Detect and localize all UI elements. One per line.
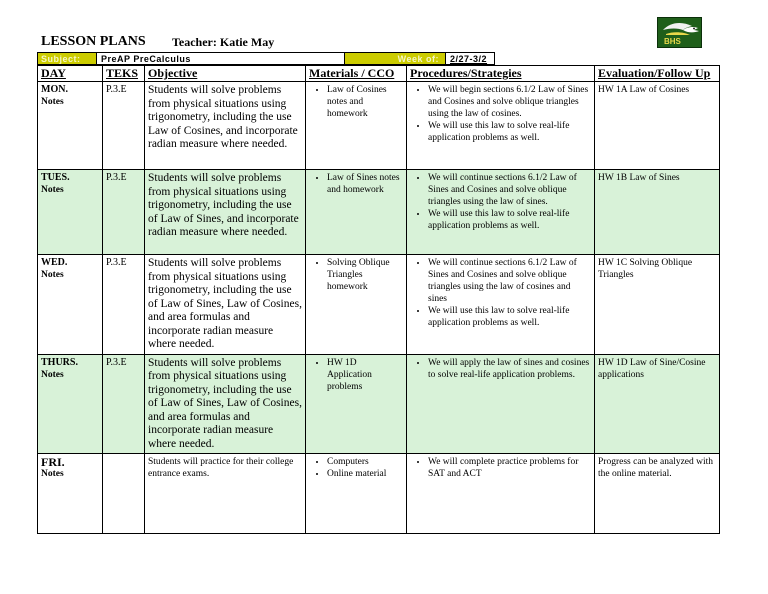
column-header-materials: Materials / CCO [306,66,407,82]
objective-cell: Students will solve problems from physical situations using trigonometry, including the use Law of Cosines, and incorporate radian measure where needed. [145,82,306,170]
teks-cell: P.3.E [103,82,145,170]
list-item: • We will apply the law of sines and cosines to solve real-life application problems. [428,357,591,381]
day-label: THURS. [41,356,78,368]
list-item: • We will use this law to solve real-life application problems as well. [428,120,591,144]
procedures-list [410,456,591,480]
procedures-list [410,357,591,381]
notes-label: Notes [41,185,64,195]
list-item: • We will use this law to solve real-life application problems as well. [428,305,591,329]
list-item: • Computers [327,456,403,468]
teks-cell: P.3.E [103,255,145,355]
school-logo [657,17,702,48]
list-item: • Online material [327,468,403,480]
procedures-list [410,257,591,329]
column-header-day: DAY [38,66,103,82]
lesson-plan-table [37,65,720,534]
list-item: • Solving Oblique Triangles homework [327,257,403,293]
week-label: Week of: [345,52,446,65]
materials-list [309,84,403,120]
day-label: WED. [41,257,68,268]
teks-cell [103,454,145,534]
subject-label: Subject: [37,52,97,65]
table-row [38,354,720,454]
materials-list [309,456,403,480]
day-label: TUES. [41,172,70,183]
objective-cell: Students will solve problems from physical situations using trigonometry, including the use of Law of Sines, Law of Cosines, and area formulas and incorporate radian measure where needed. [145,354,306,454]
notes-label: Notes [41,469,64,479]
materials-list [309,257,403,293]
objective-cell: Students will solve problems from physical situations using trigonometry, including the use of Law of Sines, Law of Cosines, and area formulas and incorporate radian measure where needed. [145,255,306,355]
week-value: 2/27-3/2 [446,52,495,65]
day-label: MON. [41,84,68,95]
day-label: FRI. [41,455,65,469]
list-item: • We will continue sections 6.1/2 Law of Sines and Cosines and solve oblique triangles using the law of sines. [428,172,591,208]
materials-list [309,172,403,196]
subject-value: PreAP PreCalculus [97,52,345,65]
objective-cell: Students will practice for their college entrance exams. [145,454,306,534]
teacher-name: Teacher: Katie May [172,35,275,49]
notes-label: Notes [41,369,64,380]
list-item: • We will use this law to solve real-life application problems as well. [428,208,591,232]
header-row [38,66,720,82]
teks-cell: P.3.E [103,170,145,255]
list-item: • HW 1D Application problems [327,357,403,393]
table-row [38,82,720,170]
procedures-list [410,172,591,232]
list-item: • We will continue sections 6.1/2 Law of Sines and Cosines and solve oblique triangles using the law of cosines and sines [428,257,591,305]
evaluation-cell: HW 1B Law of Sines [595,170,720,255]
page-title: LESSON PLANS [41,34,146,49]
subject-week-row [37,52,719,65]
evaluation-cell: HW 1A Law of Cosines [595,82,720,170]
list-item: • Law of Cosines notes and homework [327,84,403,120]
list-item: • We will begin sections 6.1/2 Law of Sines and Cosines and solve oblique triangles using the law of cosines. [428,84,591,120]
column-header-evaluation: Evaluation/Follow Up [595,66,720,82]
list-item: • Law of Sines notes and homework [327,172,403,196]
column-header-objective: Objective [145,66,306,82]
column-header-procedures: Procedures/Strategies [407,66,595,82]
evaluation-cell: HW 1C Solving Oblique Triangles [595,255,720,355]
teks-cell: P.3.E [103,354,145,454]
evaluation-cell: HW 1D Law of Sine/Cosine applications [595,354,720,454]
table-row [38,170,720,255]
materials-list [309,357,403,393]
procedures-list [410,84,591,144]
evaluation-cell: Progress can be analyzed with the online material. [595,454,720,534]
table-row [38,454,720,534]
column-header-teks: TEKS [103,66,145,82]
table-row [38,255,720,355]
logo-text: BHS [664,37,681,46]
objective-cell: Students will solve problems from physical situations using trigonometry, including the use of Law of Sines, and incorporate radian measure where needed. [145,170,306,255]
list-item: • We will complete practice problems for SAT and ACT [428,456,591,480]
notes-label: Notes [41,97,64,107]
notes-label: Notes [41,270,64,280]
